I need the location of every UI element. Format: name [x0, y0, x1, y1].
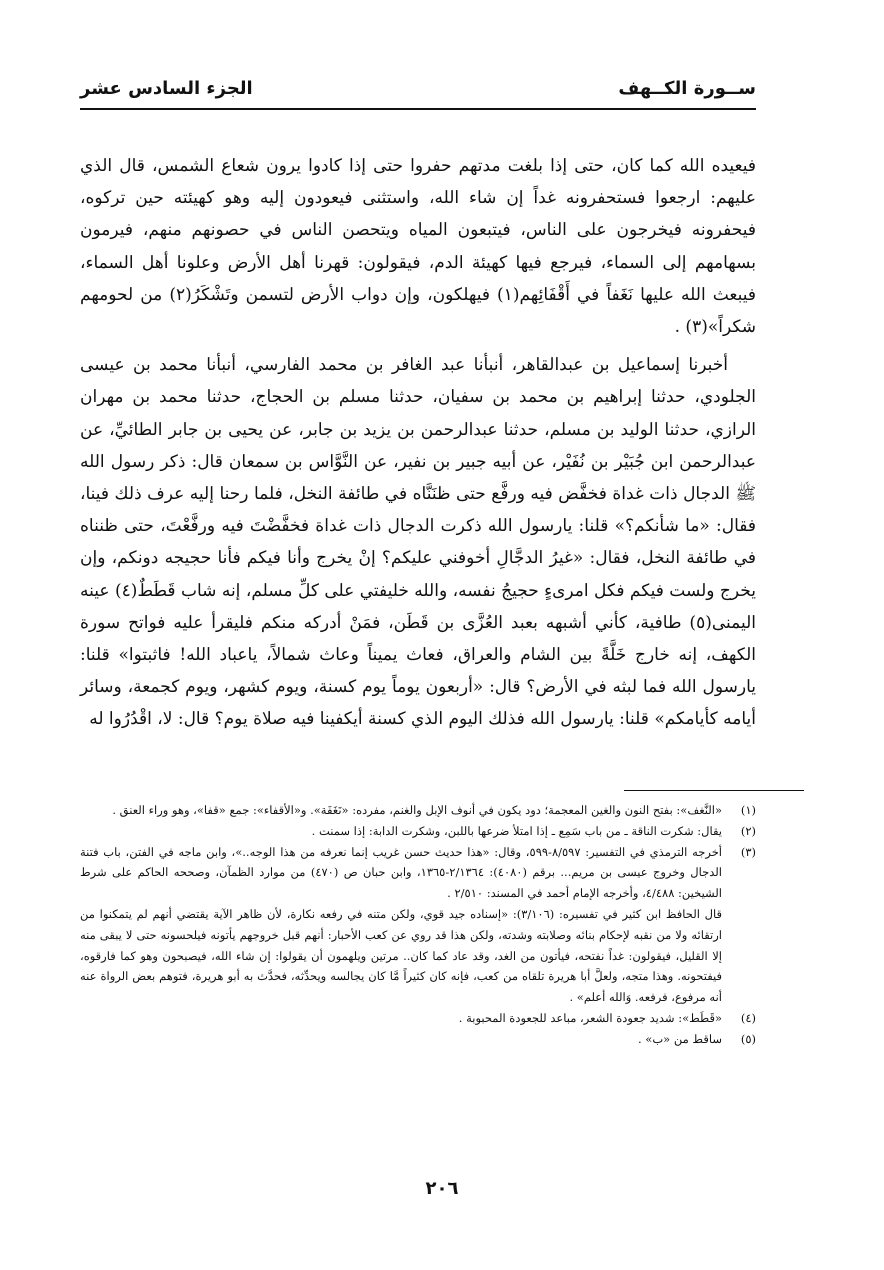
footnote-text: «قَطَط»: شديد جعودة الشعر، مباعد للجعودة المحبوبة . [458, 1010, 722, 1025]
footnote-3 [80, 842, 756, 904]
footnotes [80, 800, 756, 1050]
header-rule [80, 108, 756, 110]
footnote-number: (٢) [740, 823, 756, 838]
footnote-rule [624, 790, 804, 791]
footnote-2 [80, 821, 756, 842]
paragraph-1: فيعيده الله كما كان، حتى إذا بلغت مدتهم حفروا حتى إذا كادوا يرون شعاع الشمس، قال الذي عليهم: ارجعوا فستحفرونه غداً إن شاء الله، واستثنى فيعودون إليه وهو كهيئته حين تركوه، فيحفرونه فيخرجون على الناس، فيتبعون المياه ويتحصن الناس في حصونهم منهم، فيرمون بسهامهم إلى السماء، فيرجع فيها كهيئة الدم، فيقولون: قهرنا أهل الأرض وعلونا أهل السماء، فيبعث الله عليها نَغَفاً في أَقْفَائِهم(١) فيهلكون، وإن دواب الأرض لتسمن وتَشْكَرُ(٢) من لحومهم شكراً»(٣) . [80, 156, 756, 338]
footnote-text: «النَّغف»: بفتح النون والغين المعجمة؛ دود يكون في أنوف الإبل والغنم، مفرده: «نَغَفَة». و«الأقفاء»: جمع «قفا»، وهو وراء العنق . [112, 803, 722, 817]
footnote-4 [80, 1008, 756, 1029]
footnote-text: ساقط من «ب» . [638, 1031, 722, 1046]
footnote-number: (٤) [740, 1010, 756, 1025]
main-text [80, 150, 756, 736]
footnote-text: يقال: شكرت الناقة ـ من باب سَمِع ـ إذا امتلأ ضرعها باللبن، وشكرت الدابة: إذا سمنت . [311, 823, 722, 838]
surah-title: ســورة الكــهف [618, 77, 756, 99]
juz-title: الجزء السادس عشر [80, 77, 253, 99]
footnote-number: (٥) [740, 1031, 756, 1046]
footnote-number: (١) [740, 803, 756, 817]
footnote-1 [80, 800, 756, 821]
footnote-number: (٣) [740, 844, 756, 859]
page-number: ٢٠٦ [425, 1178, 459, 1199]
footnote-3-continuation: قال الحافظ ابن كثير في تفسيره: (٣/١٠٦): «إسناده جيد قوي، ولكن متنه في رفعه نكارة، لأن ظاهر الآية يقتضي أنهم لم يتمكنوا من ارتقائه ولا من نقبه لإحكام بنائه وصلابته وشدته، ولكن هذا قد روي عن كعب الأحبار: أنهم قبل خروجهم يأتونه فيلحسونه حتى لا يبقى منه إلا القليل، فيقولون: غداً نفتحه، فيأتون من الغد، وقد عاد كما كان.. مرتين ويلهمون أن يقولوا: إن شاء الله، فيصبحون وهو كما فارقوه، فيفتحونه. وهذا متجه، ولعلَّ أبا هريرة تلقاه من كعب، فإنه كان كثيراً مَّا كان يجالسه ويحدِّثه، فحدَّث به أبو هريرة، فتوهم بعض الرواة عنه أنه مرفوع، فرفعه. وَالله أعلم» . [80, 906, 722, 1005]
footnote-text: أخرجه الترمذي في التفسير: ٨/٥٩٧-٥٩٩، وقال: «هذا حديث حسن غريب إنما نعرفه من هذا الوجه..»، وابن ماجه في الفتن، باب فتنة الدجال وخروج عيسى بن مريم... برقم (٤٠٨٠): ٢/١٣٦٤-١٣٦٥، وابن حبان ص (٤٧٠) من موارد الظمآن، وصححه الحاكم على شرط الشيخين: ٤/٤٨٨، وأخرجه الإمام أحمد في المسند: ٢/٥١٠ . [80, 844, 723, 901]
page-header [80, 70, 756, 106]
paragraph-2: أخبرنا إسماعيل بن عبدالقاهر، أنبأنا عبد الغافر بن محمد الفارسي، أنبأنا محمد بن عيسى الجلودي، حدثنا إبراهيم بن محمد بن سفيان، حدثنا مسلم بن الحجاج، حدثنا محمد بن مهران الرازي، حدثنا الوليد بن مسلم، حدثنا عبدالرحمن بن يزيد بن جابر، عن يحيى بن جابر الطائيِّ، عن عبدالرحمن ابن جُبَيْر بن نُفَيْر، عن أبيه جبير بن نفير، عن النَّوَّاس بن سمعان قال: ذكر رسول الله ﷺ الدجال ذات غداة فخفَّض فيه ورفَّع حتى ظنَنَّاه في طائفة النخل، فلما رحنا إليه عرف ذلك فينا، فقال: «ما شأنكم؟» قلنا: يارسول الله ذكرت الدجال ذات غداة فخفَّضْتَ فيه ورفَّعْتَ، حتى ظنناه في طائفة النخل، فقال: «غيرُ الدجَّالِ أخوفني عليكم؟ إنْ يخرج وأنا فيكم فأنا حجيجه دونكم، وإن يخرج ولست فيكم فكل امرىءٍ حجيجُ نفسه، والله خليفتي على كلِّ مسلم، إنه شاب قَطَطٌ(٤) عينه اليمنى(٥) طافية، كأني أشبهه بعبد العُزَّى بن قَطَن، فمَنْ أدركه منكم فليقرأ عليه فواتح سورة الكهف، إنه خارج خَلَّةً بين الشام والعراق، فعاث يميناً وعاث شمالاً، ياعباد الله! فاثبتوا» قلنا: يارسول الله فما لبثه في الأرض؟ قال: «أربعون يوماً يوم كسنة، ويوم كشهر، ويوم كجمعة، وسائر أيامه كأيامكم» قلنا: يارسول الله فذلك اليوم الذي كسنة أيكفينا فيه صلاة يوم؟ قال: لا، اقْدُرُوا له [80, 355, 756, 730]
footnote-5 [80, 1029, 756, 1050]
